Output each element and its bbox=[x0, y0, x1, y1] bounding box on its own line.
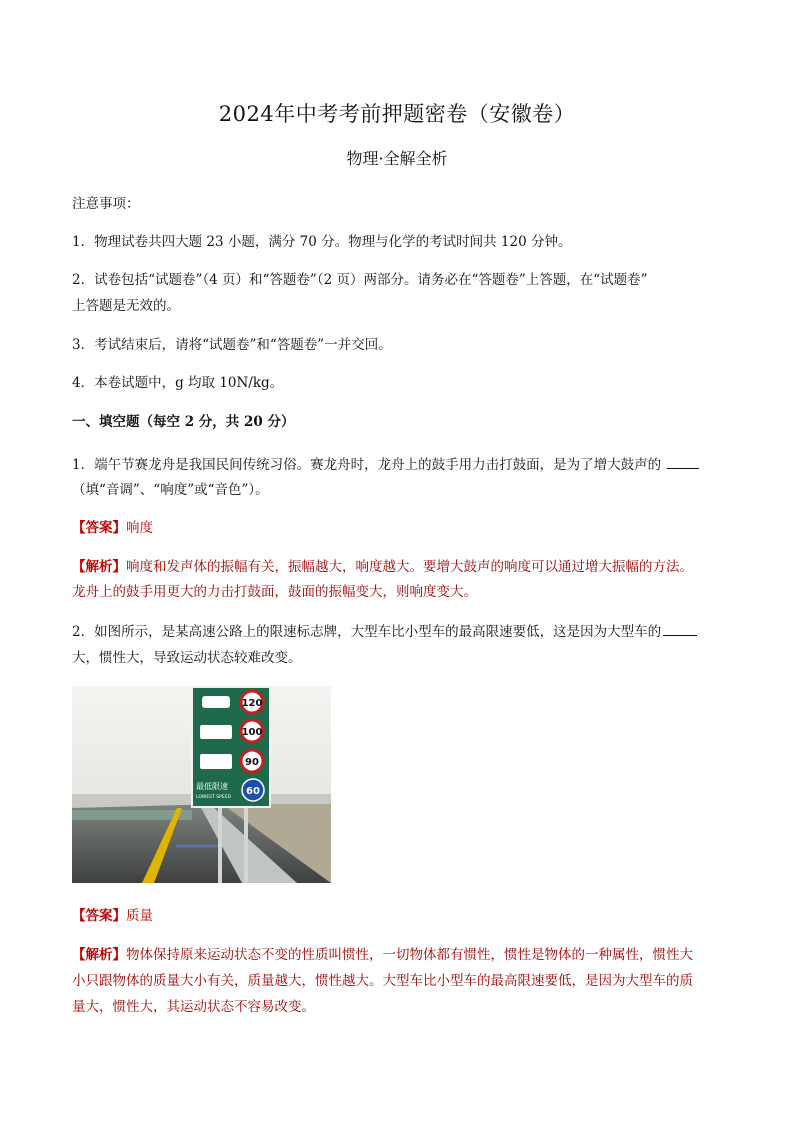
limit-100-value: 100 bbox=[241, 727, 263, 738]
question-1-line-2: （填“音调”、“响度”或“音色”）。 bbox=[72, 482, 269, 498]
explain-label: 【解析】 bbox=[72, 559, 126, 575]
min-speed-label: 最低限速 bbox=[196, 782, 228, 791]
explain-label: 【解析】 bbox=[72, 947, 126, 963]
min-speed-value: 60 bbox=[246, 786, 260, 797]
question-1-text: 1．端午节赛龙舟是我国民间传统习俗。赛龙舟时，龙舟上的鼓手用力击打鼓面，是为了增大鼓声的 bbox=[72, 457, 662, 473]
answer-blank bbox=[663, 624, 697, 636]
explain-2-line-1 bbox=[72, 943, 693, 963]
note-2-line-2: 上答题是无效的。 bbox=[72, 298, 180, 314]
page-subtitle: 物理·全解全析 bbox=[346, 149, 448, 168]
answer-2 bbox=[72, 904, 153, 924]
answer-blank bbox=[667, 457, 699, 469]
question-2-text: 2．如图所示，是某高速公路上的限速标志牌，大型车比小型车的最高限速要低，这是因为大型车的 bbox=[72, 624, 662, 640]
answer-label: 【答案】 bbox=[72, 908, 126, 924]
explain-2-line-3: 量大，惯性大，其运动状态不容易改变。 bbox=[72, 999, 315, 1015]
explain-text: 响度和发声体的振幅有关，振幅越大，响度越大。要增大鼓声的响度可以通过增大振幅的方法。 bbox=[126, 559, 693, 575]
question-2-line-1 bbox=[72, 620, 697, 640]
notes-heading: 注意事项： bbox=[72, 196, 140, 212]
min-speed-label-en: LOWEST SPEED bbox=[196, 795, 231, 800]
limit-90-value: 90 bbox=[245, 757, 259, 768]
note-4: 4．本卷试题中，g 均取 10N/kg。 bbox=[72, 375, 284, 391]
speed-limit-sign-photo bbox=[72, 686, 331, 883]
note-1: 1．物理试卷共四大题 23 小题，满分 70 分。物理与化学的考试时间共 120 分钟。 bbox=[72, 234, 572, 250]
note-3: 3．考试结束后，请将“试题卷”和“答题卷”一并交回。 bbox=[72, 337, 392, 353]
explain-1-line-1 bbox=[72, 555, 693, 575]
limit-120-value: 120 bbox=[241, 698, 263, 709]
answer-value: 响度 bbox=[126, 520, 153, 536]
explain-text: 物体保持原来运动状态不变的性质叫惯性，一切物体都有惯性，惯性是物体的一种属性，惯性大 bbox=[126, 947, 693, 963]
note-2-line-1: 2．试卷包括“试题卷”（4 页）和“答题卷”（2 页）两部分。请务必在“答题卷”上答题，在“试题卷” bbox=[72, 272, 648, 288]
question-1-line-1 bbox=[72, 453, 699, 473]
answer-value: 质量 bbox=[126, 908, 153, 924]
answer-1 bbox=[72, 516, 153, 536]
question-2-line-2: 大，惯性大，导致运动状态较难改变。 bbox=[72, 650, 302, 666]
section-heading: 一、填空题（每空 2 分，共 20 分） bbox=[72, 414, 295, 430]
explain-2-line-2: 小只跟物体的质量大小有关，质量越大，惯性越大。大型车比小型车的最高限速要低，是因为大型车的质 bbox=[72, 973, 693, 989]
explain-1-line-2: 龙舟上的鼓手用更大的力击打鼓面，鼓面的振幅变大，则响度变大。 bbox=[72, 584, 477, 600]
page-title: 2024年中考考前押题密卷（安徽卷） bbox=[218, 102, 576, 126]
answer-label: 【答案】 bbox=[72, 520, 126, 536]
